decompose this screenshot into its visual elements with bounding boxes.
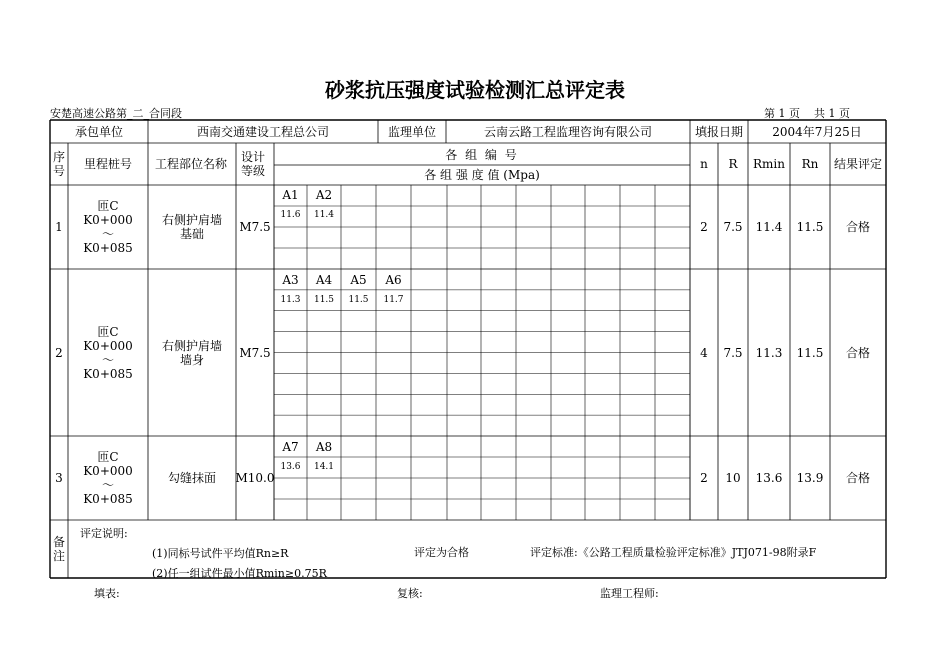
row1-part: 右侧护肩墙 基础 xyxy=(161,213,222,241)
footer-filler: 填表: xyxy=(94,587,120,600)
remarks-standard: 评定标准:《公路工程质量检验评定标准》JTJ071-98附录F xyxy=(530,546,817,559)
header-seq: 序号 xyxy=(52,150,65,178)
header-rmin: Rmin xyxy=(753,157,785,171)
row1-result: 合格 xyxy=(845,220,870,234)
row1-rmin: 11.4 xyxy=(755,220,783,234)
footer-engineer: 监理工程师: xyxy=(600,587,659,600)
row1-n: 2 xyxy=(700,220,708,234)
row2-rn: 11.5 xyxy=(796,345,824,360)
page-info: 第 1 页 共 1 页 xyxy=(764,107,850,120)
row3-seq: 3 xyxy=(55,471,63,485)
header-rn: Rn xyxy=(801,157,819,171)
row3-station: 匝C K0+000 ～ K0+085 xyxy=(83,450,133,506)
row3-rmin: 13.6 xyxy=(755,471,783,485)
row2-part: 右侧护肩墙 墙身 xyxy=(161,338,222,367)
row2-value-4: 11.7 xyxy=(383,295,404,305)
row3-result: 合格 xyxy=(845,471,870,485)
row1-rn: 11.5 xyxy=(796,220,824,234)
row2-station: 匝C K0+000 ～ K0+085 xyxy=(83,324,133,381)
row1-r: 7.5 xyxy=(723,220,743,234)
row2-value-2: 11.5 xyxy=(313,295,335,305)
row2-rmin: 11.3 xyxy=(755,345,783,360)
row2-result: 合格 xyxy=(845,345,870,360)
header-result: 结果评定 xyxy=(833,157,882,171)
row1-id-1: A1 xyxy=(282,188,299,202)
header-r: R xyxy=(728,157,738,171)
date-label: 填报日期 xyxy=(694,124,743,139)
row2-seq: 2 xyxy=(55,345,63,360)
remarks-line2: (2)任一组试件最小值Rmin≥0.75R xyxy=(152,567,327,580)
row1-value-2: 11.4 xyxy=(313,210,335,220)
page-title: 砂浆抗压强度试验检测汇总评定表 xyxy=(325,78,625,102)
row2-id-4: A6 xyxy=(385,272,402,287)
row3-value-2: 14.1 xyxy=(313,462,335,472)
row3-grade: M10.0 xyxy=(235,471,275,485)
row1-grade: M7.5 xyxy=(239,220,271,234)
row2-r: 7.5 xyxy=(723,345,743,360)
footer-reviewer: 复核: xyxy=(397,587,423,600)
row3-rn: 13.9 xyxy=(796,471,824,485)
row2-value-3: 11.5 xyxy=(348,295,369,305)
header-n: n xyxy=(700,157,708,171)
row2-value-1: 11.3 xyxy=(280,295,301,305)
row1-station: 匝C K0+000 ～ K0+085 xyxy=(83,199,133,255)
remarks-heading: 评定说明: xyxy=(80,527,128,540)
row1-value-1: 11.6 xyxy=(280,210,301,220)
row2-id-3: A5 xyxy=(350,272,367,287)
header-station: 里程桩号 xyxy=(83,157,132,171)
row2-n: 4 xyxy=(700,345,708,360)
row1-id-2: A2 xyxy=(315,188,333,202)
header-group-no: 各 组 编 号 xyxy=(445,148,519,162)
remarks-label: 备注 xyxy=(52,535,65,563)
row3-n: 2 xyxy=(700,471,708,485)
contractor-label: 承包单位 xyxy=(74,124,123,139)
row1-seq: 1 xyxy=(55,220,63,234)
row2-id-2: A4 xyxy=(315,272,333,287)
row3-value-1: 13.6 xyxy=(280,462,301,472)
header-group-strength: 各 组 强 度 值 (Mpa) xyxy=(424,168,540,182)
remarks-conclusion: 评定为合格 xyxy=(414,546,469,559)
date-value: 2004年7月25日 xyxy=(772,124,862,139)
row3-r: 10 xyxy=(725,471,741,485)
row2-id-1: A3 xyxy=(282,272,299,287)
remarks-line1: (1)同标号试件平均值Rn≥R xyxy=(152,547,289,560)
supervisor-label: 监理单位 xyxy=(387,124,436,139)
row3-part: 勾缝抹面 xyxy=(167,471,216,485)
header-design-grade: 设计等级 xyxy=(240,150,265,178)
row2-grade: M7.5 xyxy=(239,345,271,360)
header-part: 工程部位名称 xyxy=(154,157,227,171)
contract-section: 安楚高速公路第_二_合同段 xyxy=(50,107,182,120)
row3-id-2: A8 xyxy=(315,439,333,454)
row3-id-1: A7 xyxy=(282,439,299,454)
contractor-value: 西南交通建设工程总公司 xyxy=(196,124,329,139)
supervisor-value: 云南云路工程监理咨询有限公司 xyxy=(483,124,652,139)
